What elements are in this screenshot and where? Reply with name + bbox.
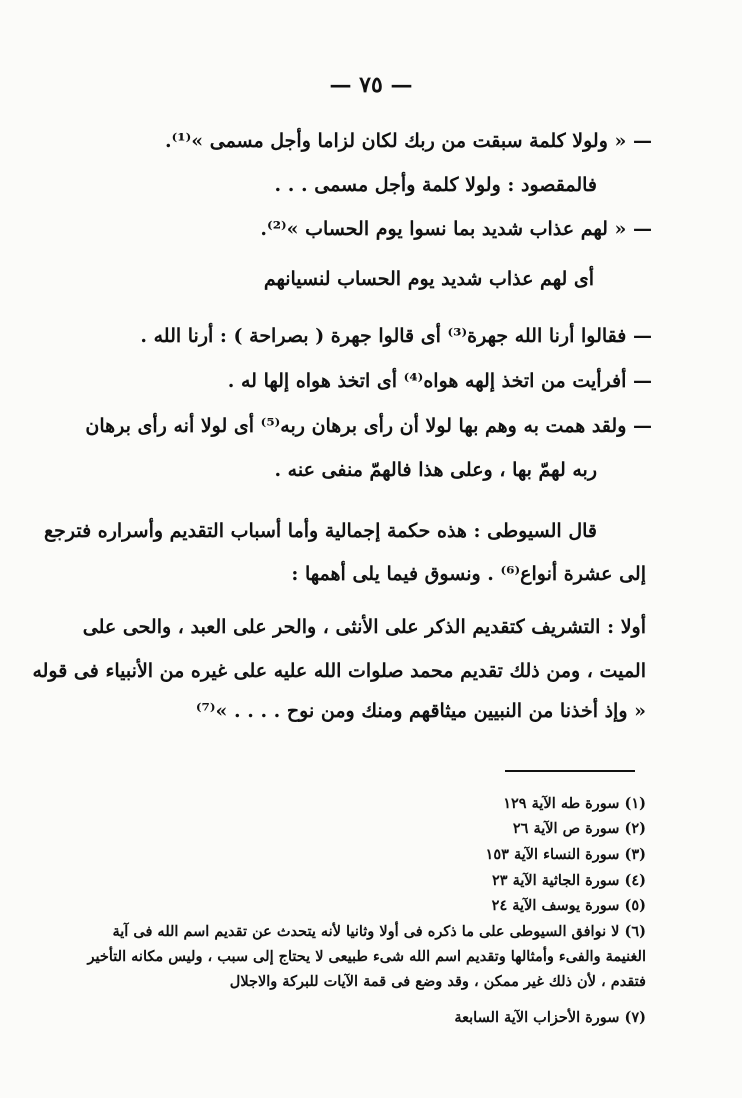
page-number: — ٧٥ — [329, 72, 413, 98]
footnote-3: (٣) سورة النساء الآية ١٥٣ [485, 846, 646, 863]
footnote-6-line-3: فتقدم ، لأن ذلك غير ممكن ، وقد وضع فى قمة الآيات للبركة والاجلال [229, 973, 646, 990]
body-line-13: « وإذ أخذنا من النبيين ميثاقهم ومنك ومن نوح . . . . »⁽⁷⁾ [195, 700, 646, 722]
body-line-2: فالمقصود : ولولا كلمة وأجل مسمى . . . [274, 174, 597, 196]
body-line-12: الميت ، ومن ذلك تقديم محمد صلوات الله عليه على غيره من الأنبياء فى قوله [32, 660, 646, 682]
body-line-7: — ولقد همت به وهم بها لولا أن رأى برهان ربه⁽⁵⁾ أى لولا أنه رأى برهان [85, 415, 652, 437]
body-line-5: — فقالوا أرنا الله جهرة⁽³⁾ أى قالوا جهرة ( بصراحة ) : أرنا الله . [140, 325, 652, 347]
body-line-1: — « ولولا كلمة سبقت من ربك لكان لزاما وأجل مسمى »⁽¹⁾. [164, 130, 652, 152]
body-line-3: — « لهم عذاب شديد بما نسوا يوم الحساب »⁽²⁾. [260, 218, 652, 240]
footnote-4: (٤) سورة الجاثية الآية ٢٣ [491, 872, 646, 889]
body-line-6: — أفرأيت من اتخذ إلهه هواه⁽⁴⁾ أى اتخذ هواه إلها له . [227, 370, 652, 392]
body-line-8: ربه لهمّ بها ، وعلى هذا فالهمّ منفى عنه . [274, 459, 597, 481]
body-line-10: إلى عشرة أنواع⁽⁶⁾ . ونسوق فيما يلى أهمها : [291, 563, 646, 585]
footnote-7: (٧) سورة الأحزاب الآية السابعة [454, 1009, 646, 1026]
body-line-11: أولا : التشريف كتقديم الذكر على الأنثى ، والحر على العبد ، والحى على [82, 616, 646, 638]
footnote-separator [505, 770, 635, 772]
footnote-2: (٢) سورة ص الآية ٢٦ [512, 820, 646, 837]
footnote-6-line-2: الغنيمة والفىء وأمثالها وتقديم اسم الله شىء طبيعى لا يحتاج إلى سبب ، وليس مكانه التأخير [87, 948, 646, 965]
body-line-4: أى لهم عذاب شديد يوم الحساب لنسيانهم [263, 268, 594, 290]
body-line-9: قال السيوطى : هذه حكمة إجمالية وأما أسباب التقديم وأسراره فترجع [44, 520, 597, 542]
footnote-1: (١) سورة طه الآية ١٢٩ [503, 795, 646, 812]
footnote-6-line-1: (٦) لا نوافق السيوطى على ما ذكره فى أولا وثانيا لأنه يتحدث عن تقديم اسم الله فى آية [112, 923, 646, 940]
footnote-5: (٥) سورة يوسف الآية ٢٤ [491, 897, 646, 914]
